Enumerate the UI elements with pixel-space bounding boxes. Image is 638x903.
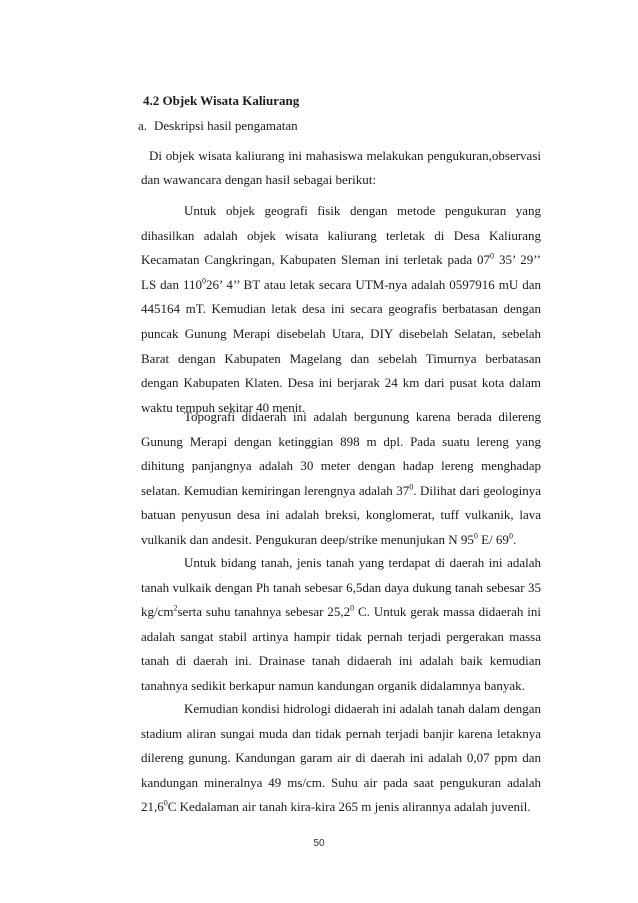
paragraph-hydrology [141,697,541,820]
paragraph-text: . Dilihat dari geologinya batuan penyusun desa ini adalah breksi, konglomerat, tuff vulkanik, lava vulkanik dan andesit. Pengukuran deep/strike menunjukan N 95 [141,482,541,547]
paragraph-text: Untuk objek geografi fisik dengan metode pengukuran yang dihasilkan adalah objek wisata kaliurang terletak di Desa Kaliurang Kecamatan Cangkringan, Kabupaten Sleman ini terletak pada 07 [141,203,541,268]
superscript: 0 [490,251,495,261]
superscript: 0 [201,276,206,286]
superscript: 0 [473,531,478,541]
section-heading: 4.2 Objek Wisata Kaliurang [143,93,300,108]
page-number: 50 [313,838,325,849]
paragraph-text: . [512,531,517,547]
paragraph-text: serta suhu tanahnya sebesar 25,2 [177,604,351,620]
superscript: 0 [409,482,414,492]
paragraph-text: 35’ 29’’ LS dan 110 [141,252,542,292]
superscript: 0 [508,531,513,541]
paragraph-text: Kemudian kondisi hidrologi didaerah ini adalah tanah dalam dengan stadium aliran sungai muda dan tidak pernah terjadi banjir karena letaknya dilereng gunung. Kandungan garam air di daerah ini adalah 0,07 ppm dan kandungan mineralnya 49 ms/cm. Suhu air pada saat pengukuran adalah 21,6 [141,701,541,815]
list-marker: a. [138,118,148,133]
paragraph-text: Topografi didaerah ini adalah bergunung karena berada dilereng Gunung Merapi dengan ketinggian 898 m dpl. Pada suatu lereng yang dihitung panjangnya adalah 30 meter dengan hadap lereng menghadap selatan. Kemudian kemiringan lerengnya adalah 37 [141,409,541,498]
superscript: 0 [163,799,168,809]
paragraph-text: C. Untuk gerak massa didaerah ini adalah sangat stabil artinya hampir tidak pernah terjadi pergerakan massa tanah di daerah ini. Drainase tanah didaerah ini adalah baik kemudian tanahnya sedikit berkapur namun kandungan organik didalamnya banyak. [141,604,541,693]
paragraph-text: E/ 69 [477,531,509,547]
paragraph-text: C Kedalaman air tanah kira-kira 265 m jenis alirannya adalah juvenil. [167,799,531,815]
paragraph-topography [141,405,541,553]
intro-paragraph: Di objek wisata kaliurang ini mahasiswa melakukan pengukuran,observasi dan wawancara dengan hasil sebagai berikut: [141,148,541,187]
superscript: 2 [173,603,178,613]
paragraph-location [141,199,541,420]
subsection-title: Deskripsi hasil pengamatan [154,118,298,133]
paragraph-text: Untuk bidang tanah, jenis tanah yang terdapat di daerah ini adalah tanah vulkaik dengan Ph tanah sebesar 6,5dan daya dukung tanah sebesar 35 kg/cm [141,555,541,620]
paragraph-soil [141,551,541,699]
paragraph-text: 26’ 4’’ BT atau letak secara UTM-nya adalah 0597916 mU dan 445164 mT. Kemudian letak desa ini secara geografis berbatasan dengan puncak Gunung Merapi disebelah Utara, DIY disebelah Selatan, sebelah Barat dengan Kabupaten Magelang dan sebelah Timurnya berbatasan dengan Kabupaten Klaten. Desa ini berjarak 24 km dari pusat kota dalam waktu tempuh sekitar 40 menit. [141,276,541,415]
subsection-heading [138,118,298,134]
superscript: 0 [350,603,355,613]
